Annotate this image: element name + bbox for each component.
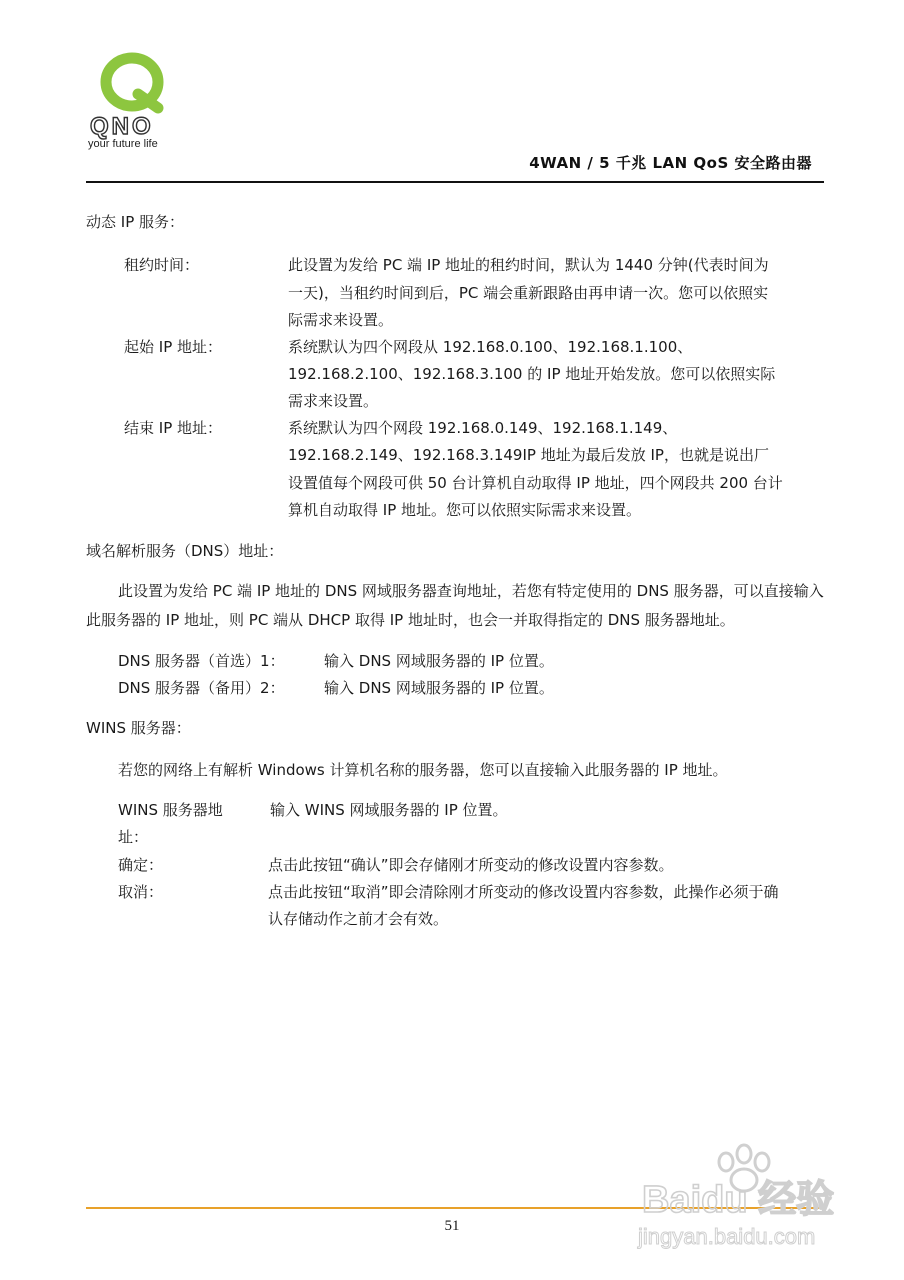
start-ip-label: 起始 IP 地址： — [124, 338, 223, 356]
lease-time-desc-line: 际需求来设置。 — [288, 311, 394, 329]
confirm-desc: 点击此按钮“确认”即会存储刚才所变动的修改设置内容参数。 — [268, 856, 674, 874]
wins-paragraph: 若您的网络上有解析 Windows 计算机名称的服务器，您可以直接输入此服务器的 IP 地址。 — [118, 761, 728, 779]
confirm-label: 确定： — [118, 856, 164, 874]
dns-primary-desc: 输入 DNS 网域服务器的 IP 位置。 — [324, 652, 554, 670]
cancel-label: 取消： — [118, 883, 164, 901]
watermark-url: jingyan.baidu.com — [638, 1224, 816, 1249]
header-divider — [86, 181, 824, 183]
cancel-desc-line: 点击此按钮“取消”即会清除刚才所变动的修改设置内容参数，此操作必须于确 — [268, 883, 779, 901]
page-number: 51 — [444, 1218, 460, 1234]
start-ip-desc-line: 系统默认为四个网段从 192.168.0.100、192.168.1.100、 — [288, 338, 693, 356]
section-title-dns: 域名解析服务（DNS）地址： — [86, 542, 284, 560]
start-ip-desc-line: 192.168.2.100、192.168.3.100 的 IP 地址开始发放。您可以依照实际 — [288, 365, 776, 383]
watermark-brand: Baidu 经验 — [642, 1179, 835, 1221]
wins-server-label-cont: 址： — [118, 828, 149, 846]
end-ip-label: 结束 IP 地址： — [124, 419, 223, 437]
qno-logo-wordmark — [90, 113, 154, 140]
wins-server-label: WINS 服务器地 — [118, 801, 223, 819]
qno-logo — [86, 42, 196, 152]
product-title: 4WAN / 5 千兆 LAN QoS 安全路由器 — [529, 154, 812, 172]
dns-primary-label: DNS 服务器（首选）1： — [118, 652, 285, 670]
svg-text:QNO: QNO — [90, 113, 154, 140]
dns-secondary-desc: 输入 DNS 网域服务器的 IP 位置。 — [324, 679, 554, 697]
end-ip-desc-line: 192.168.2.149、192.168.3.149IP 地址为最后发放 IP，也就是说出厂 — [288, 446, 769, 464]
cancel-desc-line: 认存储动作之前才会有效。 — [268, 910, 449, 928]
lease-time-desc-line: 一天)，当租约时间到后，PC 端会重新跟路由再申请一次。您可以依照实 — [288, 284, 769, 302]
baidu-jingyan-watermark — [634, 1140, 864, 1270]
lease-time-desc-line: 此设置为发给 PC 端 IP 地址的租约时间，默认为 1440 分钟(代表时间为 — [288, 256, 769, 274]
end-ip-desc-line: 系统默认为四个网段 192.168.0.149、192.168.1.149、 — [288, 419, 678, 437]
start-ip-desc-line: 需求来设置。 — [288, 392, 379, 410]
end-ip-desc-line: 算机自动取得 IP 地址。您可以依照实际需求来设置。 — [288, 501, 642, 519]
dns-paragraph: 此设置为发给 PC 端 IP 地址的 DNS 网域服务器查询地址，若您有特定使用的 DNS 服务器，可以直接输入此服务器的 IP 地址，则 PC 端从 DHCP 取得 IP 地址时，也会一并取得指定的 DNS 服务器地址。 — [86, 582, 824, 629]
logo-tagline: your future life — [88, 138, 158, 150]
dns-secondary-label: DNS 服务器（备用）2： — [118, 679, 285, 697]
section-title-dynamic-ip: 动态 IP 服务： — [86, 213, 185, 231]
end-ip-desc-line: 设置值每个网段可供 50 台计算机自动取得 IP 地址，四个网段共 200 台计 — [288, 474, 783, 492]
lease-time-label: 租约时间： — [124, 256, 200, 274]
wins-server-desc: 输入 WINS 网域服务器的 IP 位置。 — [270, 801, 508, 819]
section-title-wins: WINS 服务器： — [86, 719, 191, 737]
